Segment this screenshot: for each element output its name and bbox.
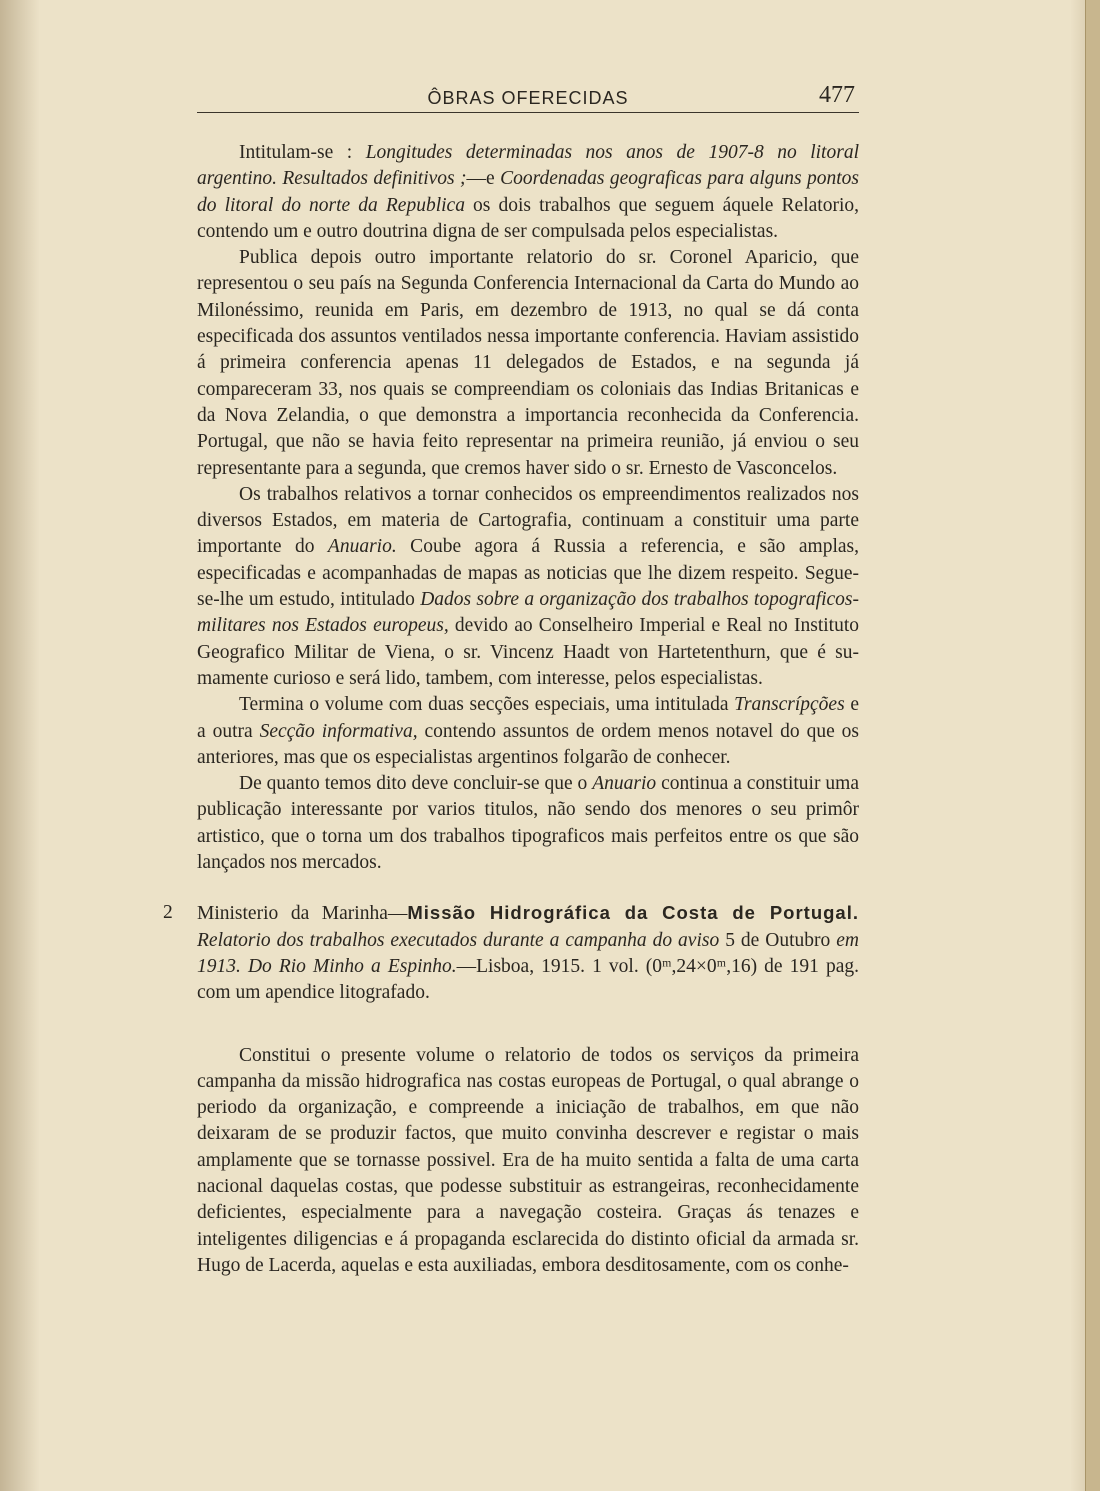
text-run: Os trabalhos relativos a tornar conhecidos os empreendimentos realizados nos diversos Estados, em materia de Cartografia, continuam a constituir uma parte importante do — [197, 483, 859, 558]
italic-title: Longitudes determinadas nos anos de 1907-8 no litoral argentino. Resultados definitivos ; — [197, 142, 859, 190]
italic-title: Dados sobre a organização dos trabalhos topograficos-militares nos Estados europeus, — [197, 589, 859, 637]
text-run: Termina o volume com duas secções especiais, uma intitulada — [239, 694, 735, 716]
text-run: e a outra — [197, 694, 859, 742]
text-run: —e — [466, 168, 501, 190]
italic-title: Transcrípções — [734, 694, 845, 716]
entry-imprint: —Lisboa, 1915. 1 vol. (0ᵐ,24×0ᵐ,16) de 191 pag. com um apendice litografado. — [197, 955, 859, 1004]
italic-title: Secção informativa, — [259, 720, 418, 742]
text-run: contendo assuntos de ordem menos notavel do que os anteriores, mas que os especialistas argentinos folgarão de conhecer. — [197, 720, 859, 768]
italic-title: Anuario — [592, 773, 657, 795]
paragraph-5 — [197, 771, 859, 876]
italic-title: Anuario. — [327, 536, 397, 558]
entry-title: Missão Hidrográfica da Costa de Portugal. — [407, 902, 859, 924]
text-run: De quanto temos dito deve concluir-se que o — [239, 773, 593, 795]
paragraph-1 — [197, 140, 859, 245]
text-run: Coube agora á Russia a referencia, e são amplas, especificadas e acompanhadas de mapas as noticias que lhe dizem respeito. Segue-se-lhe um estudo, intitulado — [197, 536, 860, 611]
text-run: Intitulam-se : — [239, 142, 366, 163]
running-head: ÔBRAS OFERECIDAS — [427, 88, 629, 108]
paragraph-2: Publica depois outro importante relatorio do sr. Coronel Aparicio, que representou o seu país na Segunda Conferencia Internacional da Carta do Mundo ao Milonéssimo, reunida em Paris, em dezembro de 1913, no qual se dá conta especificada dos assuntos ventilados nessa importante conferencia. Haviam assistido á primeira conferencia apenas 11 delegados de Estados, e na segunda já compareceram 33, nos quais se compreendiam os coloniais das Indias Britanicas e da Nova Zelandia, o que demonstra a importancia reconhecida da Conferencia. Portugal, que não se havia feito representar na primeira reunião, já enviou o seu representante para a segunda, que cremos haver sido o sr. Ernesto de Vasconcelos. — [197, 247, 859, 479]
text-run: devido ao Conselheiro Imperial e Real no Instituto Geografico Militar de Viena, o sr. Vincenz Haadt von Hartetenthurn, que é sumamente curioso e será lido, tambem, com interesse, pelos especialistas. — [197, 615, 859, 689]
bibliographic-entry — [163, 900, 859, 1006]
paragraph-4 — [197, 692, 859, 771]
page-number: 477 — [819, 82, 855, 108]
page-edge — [1085, 0, 1100, 1491]
text-run: os dois trabalhos que seguem áquele Relatorio, contendo um e outro doutrina digna de ser compulsada pelos especialistas. — [197, 194, 859, 242]
body-text — [163, 140, 860, 1279]
text-run: continua a constituir uma publicação interessante por varios titulos, não sendo dos menores o seu primôr artistico, que o torna um dos trabalhos tipograficos mais perfeitos entre os que são lançados nos mercados. — [197, 773, 859, 874]
page-header — [197, 82, 859, 113]
text-run: 5 de Outubro — [719, 929, 837, 951]
entry-subtitle: Relatorio dos trabalhos executados durante a campanha do aviso — [197, 929, 720, 951]
entry-author: Ministerio da Marinha— — [197, 903, 408, 925]
italic-title: Coordenadas geograficas para alguns pontos do litoral do norte da Republica — [197, 168, 859, 216]
paragraph-6: Constitui o presente volume o relatorio de todos os serviços da primeira campanha da missão hidrografica nas costas europeas de Portugal, o qual abrange o periodo da organização, e compreende a iniciação de trabalhos, em que não deixaram de se produzir factos, que muito convinha descrever e registar o mais amplamente que se tornasse possivel. Era de ha muito sentida a falta de uma carta nacional daquelas costas, que podesse substituir as estrangeiras, reconhecidamente deficientes, especialmente para a navegação costeira. Graças ás tenazes e inteligentes diligencias e á propaganda esclarecida do distinto oficial da armada sr. Hugo de Lacerda, aquelas e esta auxiliadas, embora desditosamente, com os conhe- — [197, 1044, 859, 1276]
entry-number: 2 — [163, 902, 173, 924]
paragraph-3 — [197, 482, 859, 692]
entry-subtitle: em 1913. Do Rio Minho a Espinho. — [197, 929, 859, 977]
